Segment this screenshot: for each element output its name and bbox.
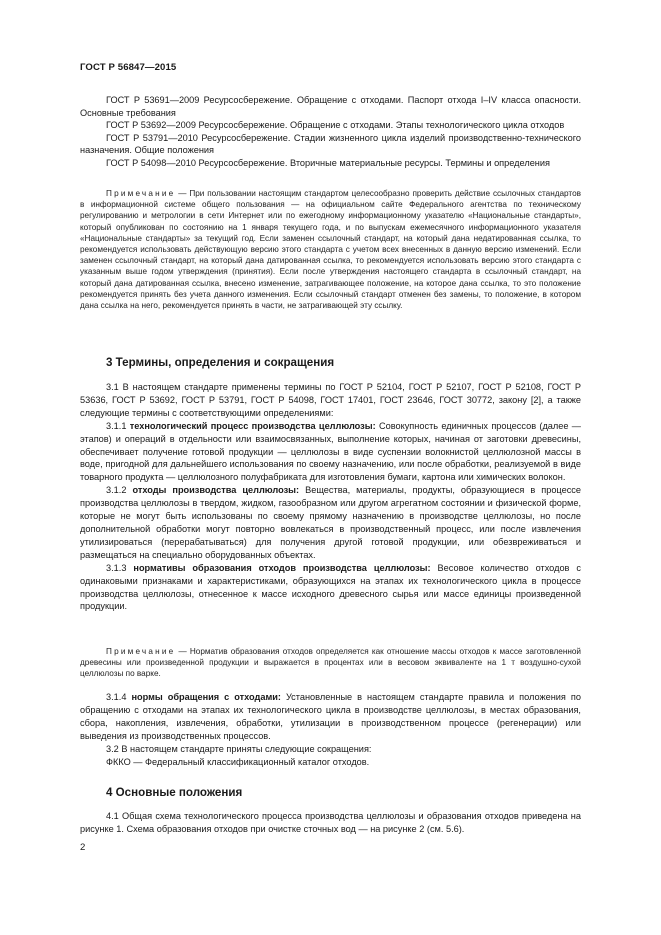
section-3-body bbox=[80, 381, 581, 613]
term-title: технологический процесс производства целлюлозы: bbox=[129, 420, 376, 431]
term-3-1-4: 3.1.4 нормы обращения с отходами: Установленные в настоящем стандарте правила и положения по обращению с отходами на этапах их технологического цикла в производстве целлюлозы, в местах образования, сбора, накопления, извлечения, обработки, утилизации в производственном процессе (регенерации) или выведения из производственных процессов. bbox=[80, 692, 581, 741]
clause-4-1: 4.1 Общая схема технологического процесса производства целлюлозы и образования отходов приведена на рисунке 1. Схема образования отходов при очистке сточных вод — на рисунке 2 (см. 5.6). bbox=[80, 811, 581, 834]
term-title: нормативы образования отходов производства целлюлозы: bbox=[133, 562, 431, 573]
term-title: нормы обращения с отходами: bbox=[131, 692, 281, 702]
section-4-body bbox=[80, 810, 581, 836]
section-4-title: 4 Основные положения bbox=[106, 786, 243, 799]
reference-item: ГОСТ Р 53791—2010 Ресурсосбережение. Стадии жизненного цикла изделий производственно-технического назначения. Общие положения bbox=[80, 132, 581, 156]
abbreviation-item: ФККО — Федеральный классификационный каталог отходов. bbox=[106, 756, 370, 767]
term-3-1-2: 3.1.2 отходы производства целлюлозы: Вещества, материалы, продукты, образующиеся в процессе производства целлюлозы в твердом, жидком, газообразном или другом агрегатном состоянии и физической форме, которые не могут быть использованы по своему прямому назначению в производстве целлюлозы, но после дополнительной обработки могут повторно вовлекаться в производственный процесс, или после извлечения утилизироваться (перерабатываться) для получения другой готовой продукции, или обезвреживаться и размещаться на специально оборудованных объектах. bbox=[80, 485, 581, 560]
term-definition: Вещества, материалы, продукты, образующиеся в процессе производства целлюлозы в твердом, жидком, газообразном или другом агрегатном состоянии и физической форме, которые не могут быть использованы по своему прямому назначению в производстве целлюлозы, но после дополнительной обработки могут повторно вовлекаться в производственный процесс, или после извлечения утилизироваться (перерабатываться) для получения другой готовой продукции, или обезвреживаться и размещаться на специально оборудованных объектах. bbox=[80, 485, 581, 560]
note-label: Примечание bbox=[106, 647, 176, 656]
page-number: 2 bbox=[80, 842, 86, 853]
document-header-code: ГОСТ Р 56847—2015 bbox=[80, 62, 177, 73]
term-3-1-1: 3.1.1 технологический процесс производства целлюлозы: Совокупность единичных процессов (далее — этапов) и операций в отдельности или взаимосвязанных, выполнение которых, начиная от заготовки древесины, обеспечивает получение готовой продукции — целлюлозы в виде суспензии волокнистой целлюлозной массы в воде, пригодной для дальнейшего использования по своему назначению, или после обработки, реализуемой в виде товарного продукта — целлюлозного полуфабриката для изготовления бумаги, картона или химических волокон. bbox=[80, 420, 581, 483]
term-definition: Установленные в настоящем стандарте правила и положения по обращению с отходами на этапах их технологического цикла в производстве целлюлозы, в местах образования, сбора, накопления, извлечения, обработки, утилизации в производственном процессе (регенерации) или выведения из производственных процессов. bbox=[80, 692, 581, 741]
clause-3-2: 3.2 В настоящем стандарте приняты следующие сокращения: bbox=[106, 743, 372, 754]
term-definition: Весовое количество отходов с одинаковыми признаками и характеристиками, образующихся на этапах их технологического цикла в процессе производства целлюлозы, отнесенное к массе исходного древесного сырья или массе единицы произведенной продукции. bbox=[80, 562, 581, 612]
term-title: отходы производства целлюлозы: bbox=[132, 485, 300, 496]
term-definition: Совокупность единичных процессов (далее — этапов) и операций в отдельности или взаимосвязанных, выполнение которых, начиная от заготовки древесины, обеспечивает получение готовой продукции — целлюлозы в виде суспензии волокнистой целлюлозной массы в воде, пригодной для дальнейшего использования по своему назначению, или после обработки, реализуемой в виде товарного продукта — целлюлозного полуфабриката для изготовления бумаги, картона или химических волокон. bbox=[80, 420, 581, 483]
references-note bbox=[80, 188, 581, 311]
normative-references-list bbox=[80, 94, 581, 170]
section-3-body-continued bbox=[80, 691, 581, 768]
note-label: Примечание bbox=[106, 189, 176, 198]
note-text: — При пользовании настоящим стандартом целесообразно проверить действие ссылочных стандартов в информационной системе общего пользования — на официальном сайте Федерального агентства по техническому регулированию и метрологии в сети Интернет или по ежегодному информационному указателю «Национальные стандарты», который опубликован по состоянию на 1 января текущего года, и по выпускам ежемесячного информационного указателя «Национальные стандарты» за текущий год. Если заменен ссылочный стандарт, на который дана недатированная ссылка, то рекомендуется использовать действующую версию этого стандарта с учетом всех внесенных в данную версию изменений. Если заменен ссылочный стандарт, на который дана датированная ссылка, то рекомендуется использовать версию этого стандарта с указанным выше годом утверждения (принятия). Если после утверждения настоящего стандарта в ссылочный стандарт, на который дана датированная ссылка, внесено изменение, затрагивающее положение, на которое дана ссылка, то это положение рекомендуется принять без учета данного изменения. Если ссылочный стандарт отменен без замены, то положение, в котором дана ссылка на него, рекомендуется принять в части, не затрагивающей эту ссылку. bbox=[80, 189, 581, 311]
term-note bbox=[80, 646, 581, 680]
reference-item: ГОСТ Р 53691—2009 Ресурсосбережение. Обращение с отходами. Паспорт отхода I–IV класса опасности. Основные требования bbox=[80, 95, 581, 118]
section-3-title: 3 Термины, определения и сокращения bbox=[106, 356, 335, 369]
term-3-1-3: 3.1.3 нормативы образования отходов производства целлюлозы: Весовое количество отходов с одинаковыми признаками и характеристиками, образующихся на этапах их технологического цикла в процессе производства целлюлозы, отнесенное к массе исходного древесного сырья или массе единицы произведенной продукции. bbox=[80, 562, 581, 612]
note-text: — Норматив образования отходов определяется как отношение массы отходов к массе заготовленной древесины или произведенной продукции и выражается в процентах или в весовом эквиваленте на 1 т воздушно-сухой целлюлозы по варке. bbox=[80, 647, 581, 679]
reference-item: ГОСТ Р 54098—2010 Ресурсосбережение. Вторичные материальные ресурсы. Термины и определения bbox=[106, 157, 550, 168]
reference-item: ГОСТ Р 53692—2009 Ресурсосбережение. Обращение с отходами. Этапы технологического цикла отходов bbox=[106, 120, 565, 131]
clause-3-1: 3.1 В настоящем стандарте применены термины по ГОСТ Р 52104, ГОСТ Р 52107, ГОСТ Р 52108, ГОСТ Р 53636, ГОСТ Р 53692, ГОСТ Р 53791, ГОСТ Р 54098, ГОСТ 17401, ГОСТ 23646, ГОСТ 30772, закону [2], а также следующие термины с соответствующими определениями: bbox=[80, 382, 581, 418]
